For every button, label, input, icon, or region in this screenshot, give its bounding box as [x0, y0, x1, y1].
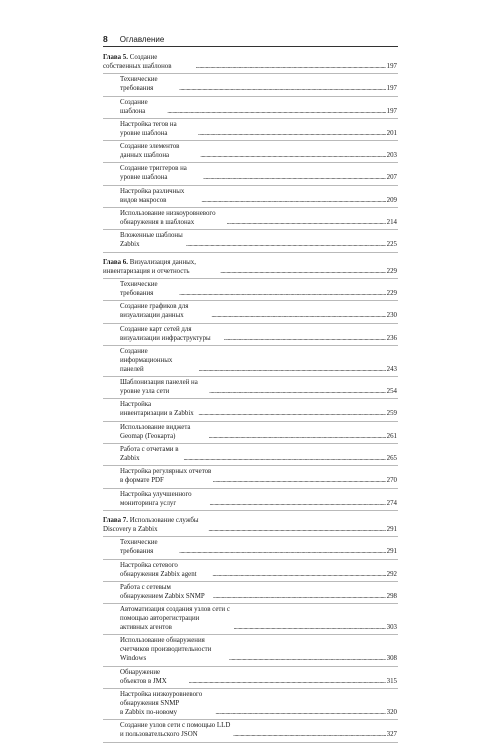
section-page-number: 270	[386, 477, 397, 485]
section-title-line: Технические требования	[120, 539, 158, 556]
chapter-block	[103, 257, 398, 511]
section-title	[120, 209, 226, 227]
section-title-line: Вложенные шаблоны Zabbix	[120, 232, 183, 249]
section-page-number: 265	[386, 455, 397, 463]
section-page-number: 229	[386, 289, 397, 297]
chapter-entry[interactable]	[103, 257, 398, 279]
section-entry[interactable]	[103, 186, 398, 208]
chapter-title	[103, 258, 219, 276]
section-title	[120, 231, 185, 249]
dot-leader	[208, 525, 385, 534]
section-entry[interactable]	[103, 399, 398, 421]
section-title-line: Создание шаблона	[120, 98, 148, 115]
chapter-name: Визуализация данных, инвентаризация и отчетность	[103, 258, 196, 275]
section-page-number: 236	[386, 334, 397, 342]
table-of-contents	[103, 52, 398, 747]
chapter-number: Глава 5.	[103, 54, 128, 61]
section-title	[120, 98, 166, 116]
section-title-line: Создание триггеров на уровне шаблона	[120, 165, 187, 182]
section-page-number: 261	[386, 432, 397, 440]
section-entry[interactable]	[103, 466, 398, 488]
section-title	[120, 538, 178, 556]
section-title-line: Обнаружение объектов в JMX	[120, 668, 167, 685]
section-title	[120, 120, 197, 138]
section-title	[120, 467, 212, 485]
section-title	[120, 187, 200, 205]
section-entry[interactable]	[103, 537, 398, 559]
section-title	[120, 325, 223, 343]
chapter-block	[103, 52, 398, 253]
section-title-line: Создание узлов сети с помощью LLD и пользовательского JSON	[120, 722, 231, 739]
section-entry[interactable]	[103, 560, 398, 582]
section-title-line: в Zabbix по-новому	[120, 709, 178, 717]
section-title-line: Настройка сетевого обнаружения Zabbix agent	[120, 561, 197, 578]
section-title	[120, 690, 214, 717]
section-page-number: 259	[386, 410, 397, 418]
dot-leader	[167, 107, 385, 116]
section-title-line: Работа с сетевым обнаружением Zabbix SNMP	[120, 583, 205, 600]
section-entry[interactable]	[103, 230, 398, 252]
dot-leader	[199, 365, 386, 374]
section-page-number: 315	[386, 677, 397, 685]
section-title	[120, 668, 188, 686]
section-entry[interactable]	[103, 377, 398, 399]
section-title-line: Шаблонизация панелей на уровне узла сети	[120, 379, 198, 396]
section-title-line: Настройка регулярных отчетов в формате PDF	[120, 468, 212, 485]
section-title-line: Настройка низкоуровневого обнаружения SNMP	[120, 691, 203, 708]
section-entry[interactable]	[103, 604, 398, 635]
dot-leader	[209, 387, 385, 396]
dot-leader	[213, 592, 386, 601]
section-page-number: 214	[386, 219, 397, 227]
section-title	[120, 636, 228, 663]
section-title	[120, 280, 178, 298]
chapter-block	[103, 515, 398, 743]
chapter-number: Глава 6.	[103, 258, 128, 266]
dot-leader	[229, 654, 386, 663]
chapter-name: Создание собственных шаблонов	[103, 54, 172, 70]
dot-leader	[224, 334, 386, 343]
dot-leader	[234, 623, 386, 632]
dot-leader	[189, 677, 386, 686]
section-title-line: Настройка улучшенного мониторинга услуг	[120, 490, 192, 507]
section-title-line: Технические требования	[120, 280, 158, 297]
section-entry[interactable]	[103, 324, 398, 346]
dot-leader	[212, 570, 385, 579]
dot-leader	[186, 240, 386, 249]
page-number: 8	[103, 34, 108, 44]
dot-leader	[200, 151, 385, 160]
section-entry[interactable]	[103, 346, 398, 377]
section-title-line: Технические требования	[120, 76, 158, 93]
section-entry[interactable]	[103, 689, 398, 720]
section-entry[interactable]	[103, 208, 398, 230]
section-title	[120, 302, 210, 320]
section-entry[interactable]	[103, 74, 398, 96]
dot-leader	[203, 173, 386, 182]
page-header	[103, 32, 398, 47]
section-entry[interactable]	[103, 163, 398, 185]
dot-leader	[213, 476, 386, 485]
chapter-name: Использование службы Discovery в Zabbix	[103, 516, 199, 533]
section-page-number: 291	[386, 548, 397, 556]
section-title	[120, 583, 212, 601]
section-entry[interactable]	[103, 720, 398, 742]
section-page-number: 298	[386, 592, 397, 600]
section-page-number: 225	[386, 241, 397, 249]
dot-leader	[209, 432, 386, 441]
running-title: Оглавление	[119, 35, 165, 44]
section-page-number: 327	[386, 731, 397, 739]
section-title	[120, 561, 211, 579]
dot-leader	[198, 129, 386, 138]
section-page-number: 254	[386, 388, 397, 396]
dot-leader	[198, 409, 385, 418]
section-title	[120, 400, 197, 418]
section-title-line: Использование низкоуровневого обнаружения в шаблонах	[120, 210, 216, 227]
dot-leader	[215, 708, 385, 717]
section-entry[interactable]	[103, 119, 398, 141]
section-entry[interactable]	[103, 422, 398, 444]
section-page-number: 274	[386, 499, 397, 507]
section-title-line: активных агентов	[120, 624, 172, 632]
chapter-entry[interactable]	[103, 52, 398, 74]
section-page-number: 201	[386, 129, 397, 137]
section-page-number: 292	[386, 570, 397, 578]
chapter-page-number: 229	[386, 267, 397, 275]
section-page-number: 207	[386, 174, 397, 182]
dot-leader	[220, 267, 385, 276]
section-page-number: 303	[386, 624, 397, 632]
dot-leader	[196, 62, 386, 71]
section-title	[120, 490, 208, 508]
chapter-page-number: 197	[386, 63, 397, 70]
section-title-line: Работа с отчетами в Zabbix	[120, 446, 179, 463]
dot-leader	[179, 84, 386, 93]
section-page-number: 197	[386, 85, 397, 93]
chapter-entry[interactable]	[103, 515, 398, 537]
dot-leader	[201, 196, 385, 205]
section-title-line: Использование виджета Geomap (Геокарта)	[120, 423, 191, 440]
section-title-line: Использование обнаружения счетчиков производительности	[120, 637, 212, 654]
section-page-number: 209	[386, 196, 397, 204]
chapter-page-number: 291	[386, 525, 397, 533]
section-page-number: 203	[386, 152, 397, 160]
section-entry[interactable]	[103, 667, 398, 689]
section-entry[interactable]	[103, 582, 398, 604]
section-title-line: Создание карт сетей для визуализации инфраструктуры	[120, 325, 211, 342]
section-title	[120, 142, 199, 160]
section-title-line: Создание информационных панелей	[120, 347, 173, 373]
section-title	[120, 75, 178, 93]
section-page-number: 230	[386, 312, 397, 320]
section-title	[120, 605, 233, 632]
section-title	[120, 445, 182, 463]
dot-leader	[179, 547, 386, 556]
section-page-number: 243	[386, 365, 397, 373]
dot-leader	[179, 289, 386, 298]
section-page-number: 197	[386, 107, 397, 115]
section-title	[120, 423, 208, 441]
section-title-line: Windows	[120, 655, 147, 663]
section-title-line: Настройка инвентаризации в Zabbix	[120, 401, 194, 418]
dot-leader	[211, 311, 385, 320]
section-title	[120, 164, 202, 182]
section-entry[interactable]	[103, 444, 398, 466]
section-entry[interactable]	[103, 279, 398, 301]
section-title	[120, 347, 198, 374]
section-entry[interactable]	[103, 141, 398, 163]
dot-leader	[233, 730, 386, 739]
section-title-line: Настройка различных видов макросов	[120, 187, 185, 204]
section-entry[interactable]	[103, 635, 398, 666]
section-title-line: Настройка тегов на уровне шаблона	[120, 120, 177, 137]
chapter-title	[103, 53, 195, 71]
section-title	[120, 721, 232, 739]
section-title	[120, 378, 208, 396]
section-title-line: Автоматизация создания узлов сети с помощью авторегистрации	[120, 606, 230, 623]
dot-leader	[183, 454, 385, 463]
chapter-title	[103, 516, 207, 534]
section-title-line: Создание элементов данных шаблона	[120, 143, 180, 160]
section-entry[interactable]	[103, 301, 398, 323]
section-page-number: 320	[386, 709, 397, 717]
section-title-line: Создание графиков для визуализации данных	[120, 303, 189, 320]
chapter-number: Глава 7.	[103, 516, 128, 524]
section-entry[interactable]	[103, 97, 398, 119]
section-page-number: 308	[386, 655, 397, 663]
dot-leader	[227, 218, 386, 227]
